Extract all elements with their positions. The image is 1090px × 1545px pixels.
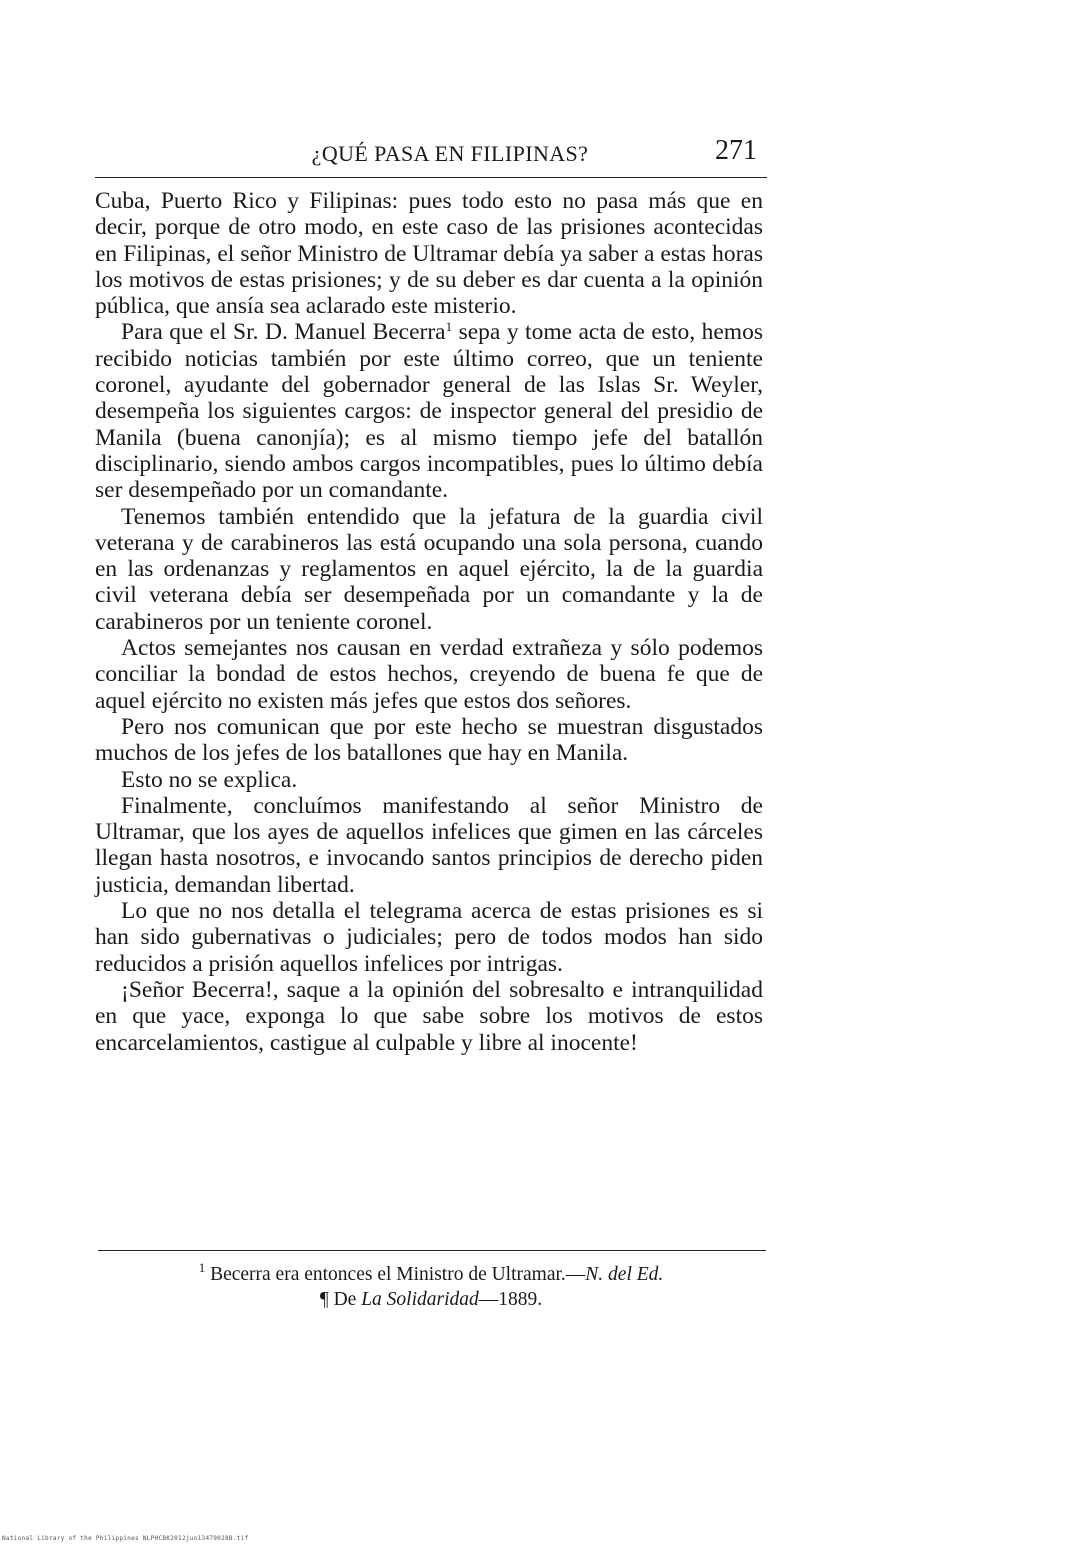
paragraph-2-rest: sepa y tome acta de esto, hemos recibido noticias también por este último correo, que un teniente coronel, ayudante del gobernador general de las Islas Sr. Weyler, desempeña los siguientes cargos: de inspector general del presidio de Manila (buena canonjía); es al mismo tiempo jefe del batallón disciplinario, siendo ambos cargos incompatibles, pues lo último debía ser desempeñado por un comandante. — [95, 319, 763, 504]
paragraph-8: Lo que no nos detalla el telegrama acerca de estas prisiones es si han sido gubernativas o judiciales; pero de todos modos han sido reducidos a prisión aquellos infelices por intrigas. — [95, 898, 763, 977]
paragraph-5: Pero nos comunican que por este hecho se muestran disgustados muchos de los jefes de los batallones que hay en Manila. — [95, 713, 763, 767]
paragraph-4: Actos semejantes nos causan en verdad extrañeza y sólo podemos conciliar la bondad de estos hechos, creyendo de buena fe que de aquel ejército no existen más jefes que estos dos señores. — [95, 635, 763, 714]
footnotes — [95, 1262, 767, 1312]
footnote-1-text: Becerra era entonces el Ministro de Ultramar.— — [205, 1264, 586, 1285]
paragraph-6: Esto no se explica. — [121, 766, 298, 793]
editor-note: N. del Ed. — [585, 1264, 664, 1285]
paragraph-2 — [95, 319, 763, 503]
page-number: 271 — [715, 135, 757, 166]
source-year: —1889. — [478, 1289, 543, 1310]
paragraph-1: Cuba, Puerto Rico y Filipinas: pues todo esto no pasa más que en decir, porque de otro modo, en este caso de las prisiones acontecidas en Filipinas, el señor Ministro de Ultramar debía ya saber a estas horas los motivos de estas prisiones; y de su deber es dar cuenta a la opinión pública, que ansía sea aclarado este misterio. — [95, 188, 763, 320]
library-stamp: National Library of the Philippines NLPHCBK2012jun13479028B.tif — [2, 1535, 249, 1542]
footnote-1 — [95, 1262, 767, 1287]
source-note — [95, 1287, 767, 1312]
paragraph-7: Finalmente, concluímos manifestando al señor Ministro de Ultramar, que los ayes de aquellos infelices que gimen en las cárceles llegan hasta nosotros, e invocando santos principios de derecho piden justicia, demandan libertad. — [95, 792, 763, 898]
paragraph-9: ¡Señor Becerra!, saque a la opinión del sobresalto e intranquilidad en que yace, exponga lo que sabe sobre los motivos de estos encarcelamientos, castigue al culpable y libre al inocente! — [95, 976, 763, 1056]
footnote-marker: 1 — [198, 1260, 206, 1275]
body-text — [95, 188, 763, 1056]
paragraph-2-start: Para que el Sr. D. Manuel Becerra — [121, 319, 446, 346]
footnote-rule — [98, 1250, 766, 1251]
paragraph-3: Tenemos también entendido que la jefatura de la guardia civil veterana y de carabineros las está ocupando una sola persona, cuando en las ordenanzas y reglamentos en aquel ejército, la de la guardia civil veterana debía ser desempeñada por un comandante y la de carabineros por un teniente coronel. — [95, 503, 763, 635]
running-header — [95, 133, 765, 173]
header-rule — [95, 177, 767, 178]
source-prefix: ¶ De — [319, 1289, 362, 1310]
running-title: ¿QUÉ PASA EN FILIPINAS? — [311, 141, 589, 166]
footnote-reference: 1 — [445, 319, 453, 335]
source-publication: La Solidaridad — [361, 1289, 479, 1310]
